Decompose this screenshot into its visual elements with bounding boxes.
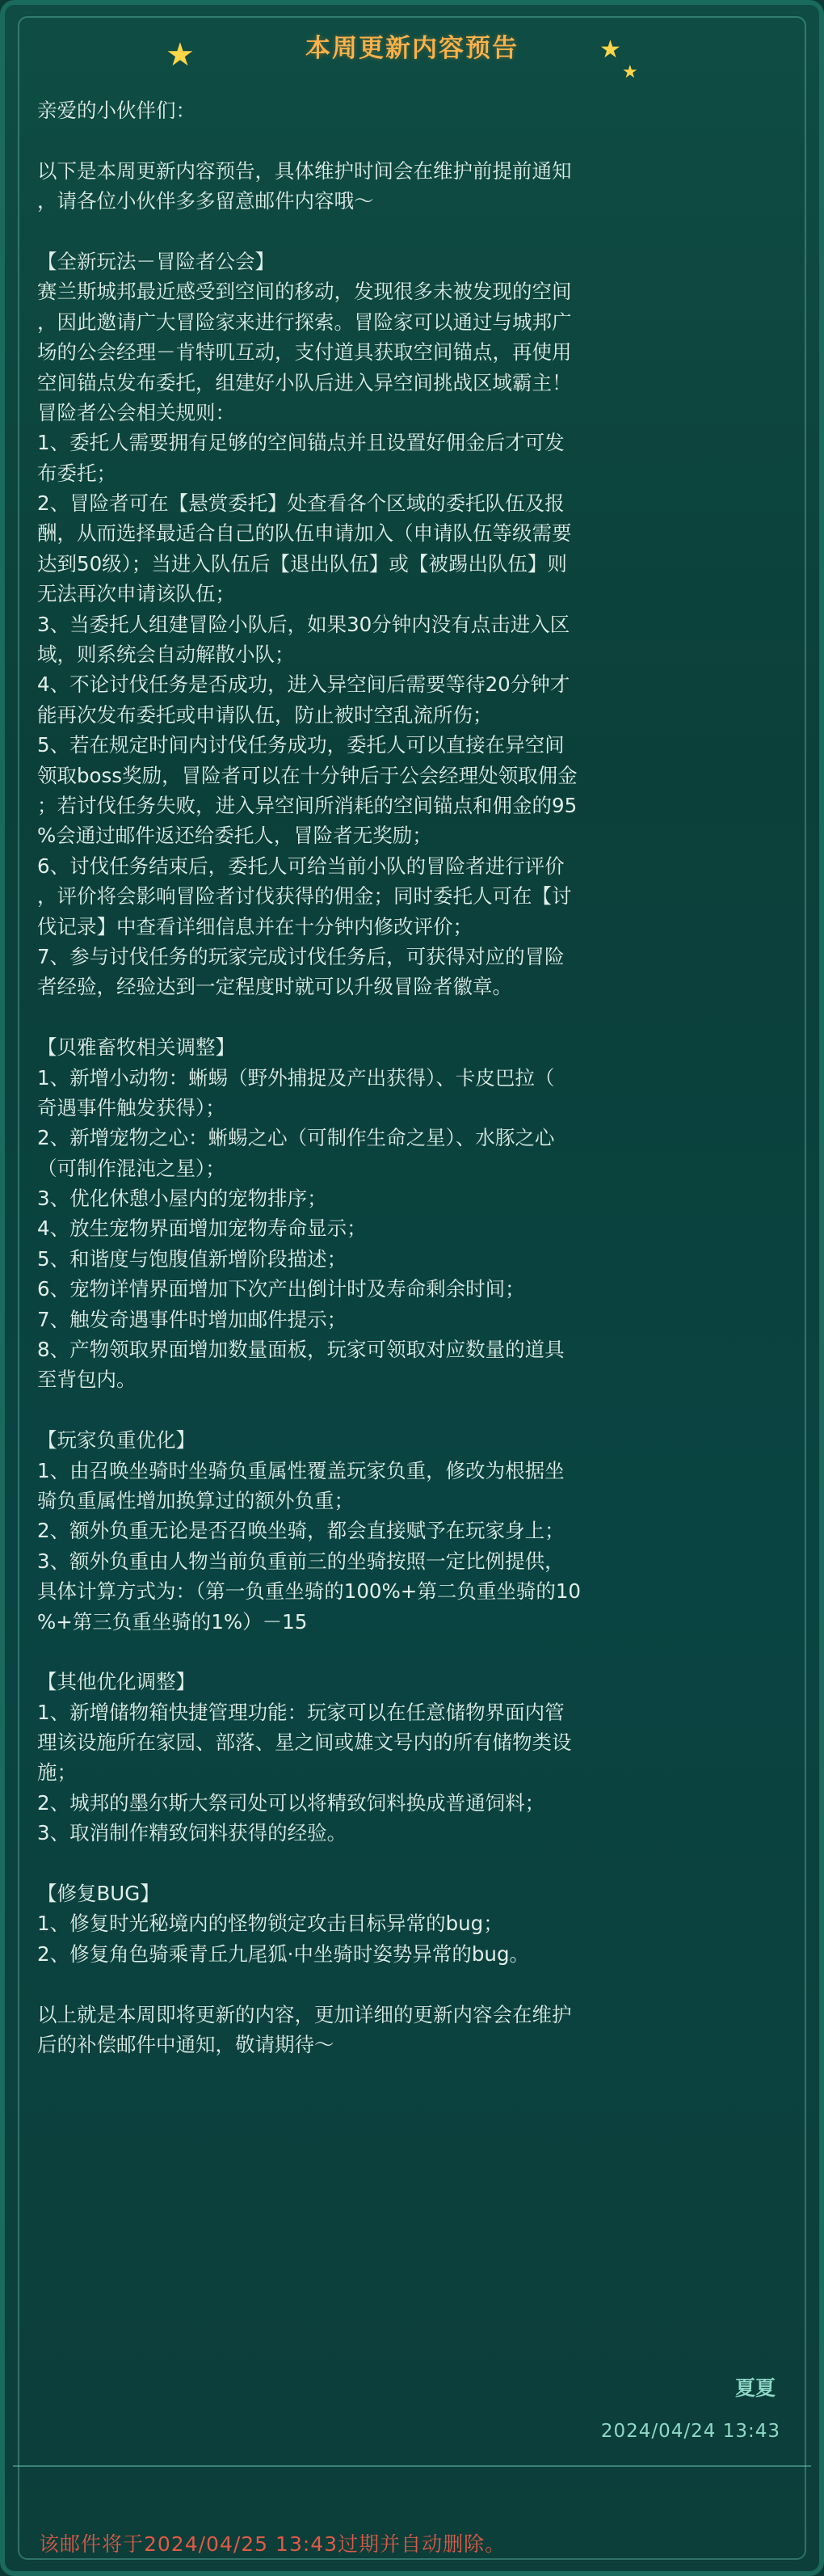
mail-body-line: 【修复BUG】	[37, 1882, 160, 1906]
mail-body-line	[37, 1395, 792, 1425]
mail-body-line: 3、当委托人组建冒险小队后，如果30分钟内没有点击进入区	[37, 612, 570, 636]
mail-body-line: 领取boss奖励，冒险者可以在十分钟后于公会经理处领取佣金	[37, 763, 578, 787]
mail-date: 2024/04/24 13:43	[600, 2421, 780, 2442]
mail-body-line	[37, 125, 792, 155]
mail-body-line: 7、参与讨伐任务的玩家完成讨伐任务后，可获得对应的冒险	[37, 944, 565, 968]
mail-body-line: 1、新增小动物：蜥蜴（野外捕捉及产出获得）、卡皮巴拉（	[37, 1065, 555, 1090]
mail-body-line: 【全新玩法－冒险者公会】	[37, 249, 275, 273]
mail-body-line: 3、额外负重由人物当前负重前三的坐骑按照一定比例提供，	[37, 1549, 565, 1573]
mail-body-line: 【其他优化调整】	[37, 1670, 195, 1694]
mail-body-line: 能再次发布委托或申请队伍，防止被时空乱流所伤；	[37, 702, 493, 727]
mail-body-line: 6、宠物详情界面增加下次产出倒计时及寿命剩余时间；	[37, 1277, 525, 1301]
mail-body-line: 亲爱的小伙伴们：	[37, 99, 195, 122]
mail-body-line: ；若讨伐任务失败，进入异空间所消耗的空间锚点和佣金的95	[37, 793, 578, 817]
mail-body-line: ，因此邀请广大冒险家来进行探索。冒险家可以通过与城邦广	[37, 310, 572, 334]
mail-body-line: 1、新增储物箱快捷管理功能：玩家可以在任意储物界面内管	[37, 1700, 565, 1724]
mail-body-line: 具体计算方式为：（第一负重坐骑的100%+第二负重坐骑的10	[37, 1579, 581, 1604]
mail-body-line: 场的公会经理－肯特叽互动，支付道具获取空间锚点，再使用	[37, 340, 572, 365]
mail-body-line: 酬，从而选择最适合自己的队伍申请加入（申请队伍等级需要	[37, 521, 572, 546]
mail-body-line: 2、城邦的墨尔斯大祭司处可以将精致饲料换成普通饲料；	[37, 1790, 545, 1815]
mail-body-line: 布委托；	[37, 461, 116, 485]
mail-body-line: 冒险者公会相关规则：	[37, 400, 235, 424]
mail-body-line: ，请各位小伙伴多多留意邮件内容哦～	[37, 189, 374, 213]
mail-body-line	[37, 1969, 792, 1999]
mail-body-line: 1、由召唤坐骑时坐骑负重属性覆盖玩家负重，修改为根据坐	[37, 1458, 565, 1482]
mail-body-line: 赛兰斯城邦最近感受到空间的移动，发现很多未被发现的空间	[37, 280, 572, 304]
mail-body-line: 奇遇事件触发获得）；	[37, 1095, 225, 1119]
mail-body-line: 无法再次申请该队伍；	[37, 582, 235, 606]
mail-body-line: 2、冒险者可在【悬赏委托】处查看各个区域的委托队伍及报	[37, 491, 565, 516]
mail-body-line: 者经验，经验达到一定程度时就可以升级冒险者徽章。	[37, 975, 512, 999]
mail-body-line: %会通过邮件返还给委托人，冒险者无奖励；	[37, 824, 432, 848]
mail-body-line: 【玩家负重优化】	[37, 1428, 195, 1452]
mail-body-line: 4、放生宠物界面增加宠物寿命显示；	[37, 1216, 367, 1241]
mail-body-line: 【贝雅畜牧相关调整】	[37, 1035, 235, 1060]
mail-body-line: 3、优化休憩小屋内的宠物排序；	[37, 1187, 327, 1211]
mail-body-line: 7、触发奇遇事件时增加邮件提示；	[37, 1307, 347, 1331]
mail-body-line: 6、讨伐任务结束后，委托人可给当前小队的冒险者进行评价	[37, 854, 565, 878]
mail-body-line: 至背包内。	[37, 1368, 137, 1392]
mail-body-line: 后的补偿邮件中通知，敬请期待～	[37, 2033, 334, 2056]
mail-body-line	[37, 1849, 792, 1878]
mail-body-line: 1、委托人需要拥有足够的空间锚点并且设置好佣金后才可发	[37, 431, 565, 455]
mail-body-line: ，评价将会影响冒险者讨伐获得的佣金；同时委托人可在【讨	[37, 884, 572, 909]
mail-body-line: 5、和谐度与饱腹值新增阶段描述；	[37, 1246, 347, 1271]
divider	[13, 2465, 811, 2467]
mail-title: 本周更新内容预告	[305, 34, 519, 63]
mail-body-line: 5、若在规定时间内讨伐任务成功，委托人可以直接在异空间	[37, 733, 565, 757]
mail-body-line	[37, 1002, 792, 1032]
mail-body-line	[37, 217, 792, 247]
mail-body-line: 伐记录】中查看详细信息并在十分钟内修改评价；	[37, 914, 473, 938]
mail-body-line: 理该设施所在家园、部落、星之间或雄文号内的所有储物类设	[37, 1731, 572, 1755]
mail-body-line: 骑负重属性增加换算过的额外负重；	[37, 1488, 354, 1512]
star-icon: ★	[166, 36, 195, 74]
mail-body-line: 域，则系统会自动解散小队；	[37, 643, 295, 667]
mail-body-line: （可制作混沌之星）；	[37, 1156, 225, 1180]
mail-body-line: 4、不论讨伐任务是否成功，进入异空间后需要等待20分钟才	[37, 672, 570, 697]
mail-body-line: 2、新增宠物之心：蜥蜴之心（可制作生命之星）、水豚之心	[37, 1126, 555, 1150]
mail-body	[37, 95, 792, 2060]
star-icon: ★	[622, 62, 638, 82]
mail-body-line: %+第三负重坐骑的1%）－15	[37, 1609, 308, 1634]
mail-body-line: 以上就是本周即将更新的内容，更加详细的更新内容会在维护	[37, 2002, 572, 2026]
mail-body-line: 施；	[37, 1760, 77, 1785]
mail-body-line: 1、修复时光秘境内的怪物锁定攻击目标异常的bug；	[37, 1912, 503, 1936]
mail-body-line: 3、取消制作精致饲料获得的经验。	[37, 1821, 347, 1845]
mail-header	[0, 0, 824, 105]
mail-body-line: 以下是本周更新内容预告，具体维护时间会在维护前提前通知	[37, 158, 572, 183]
mail-signature: 夏夏	[734, 2376, 776, 2400]
mail-body-line: 达到50级）；当进入队伍后【退出队伍】或【被踢出队伍】则	[37, 551, 567, 575]
expiry-notice: 该邮件将于2024/04/25 13:43过期并自动删除。	[39, 2532, 507, 2556]
mail-body-line: 8、产物领取界面增加数量面板，玩家可领取对应数量的道具	[37, 1338, 565, 1362]
mail-body-line	[37, 1637, 792, 1667]
mail-body-line: 2、额外负重无论是否召唤坐骑，都会直接赋予在玩家身上；	[37, 1519, 565, 1543]
star-icon: ★	[599, 36, 621, 64]
mail-body-line: 2、修复角色骑乘青丘九尾狐·中坐骑时姿势异常的bug。	[37, 1941, 530, 1966]
mail-body-line: 空间锚点发布委托，组建好小队后进入异空间挑战区域霸主！	[37, 370, 572, 394]
